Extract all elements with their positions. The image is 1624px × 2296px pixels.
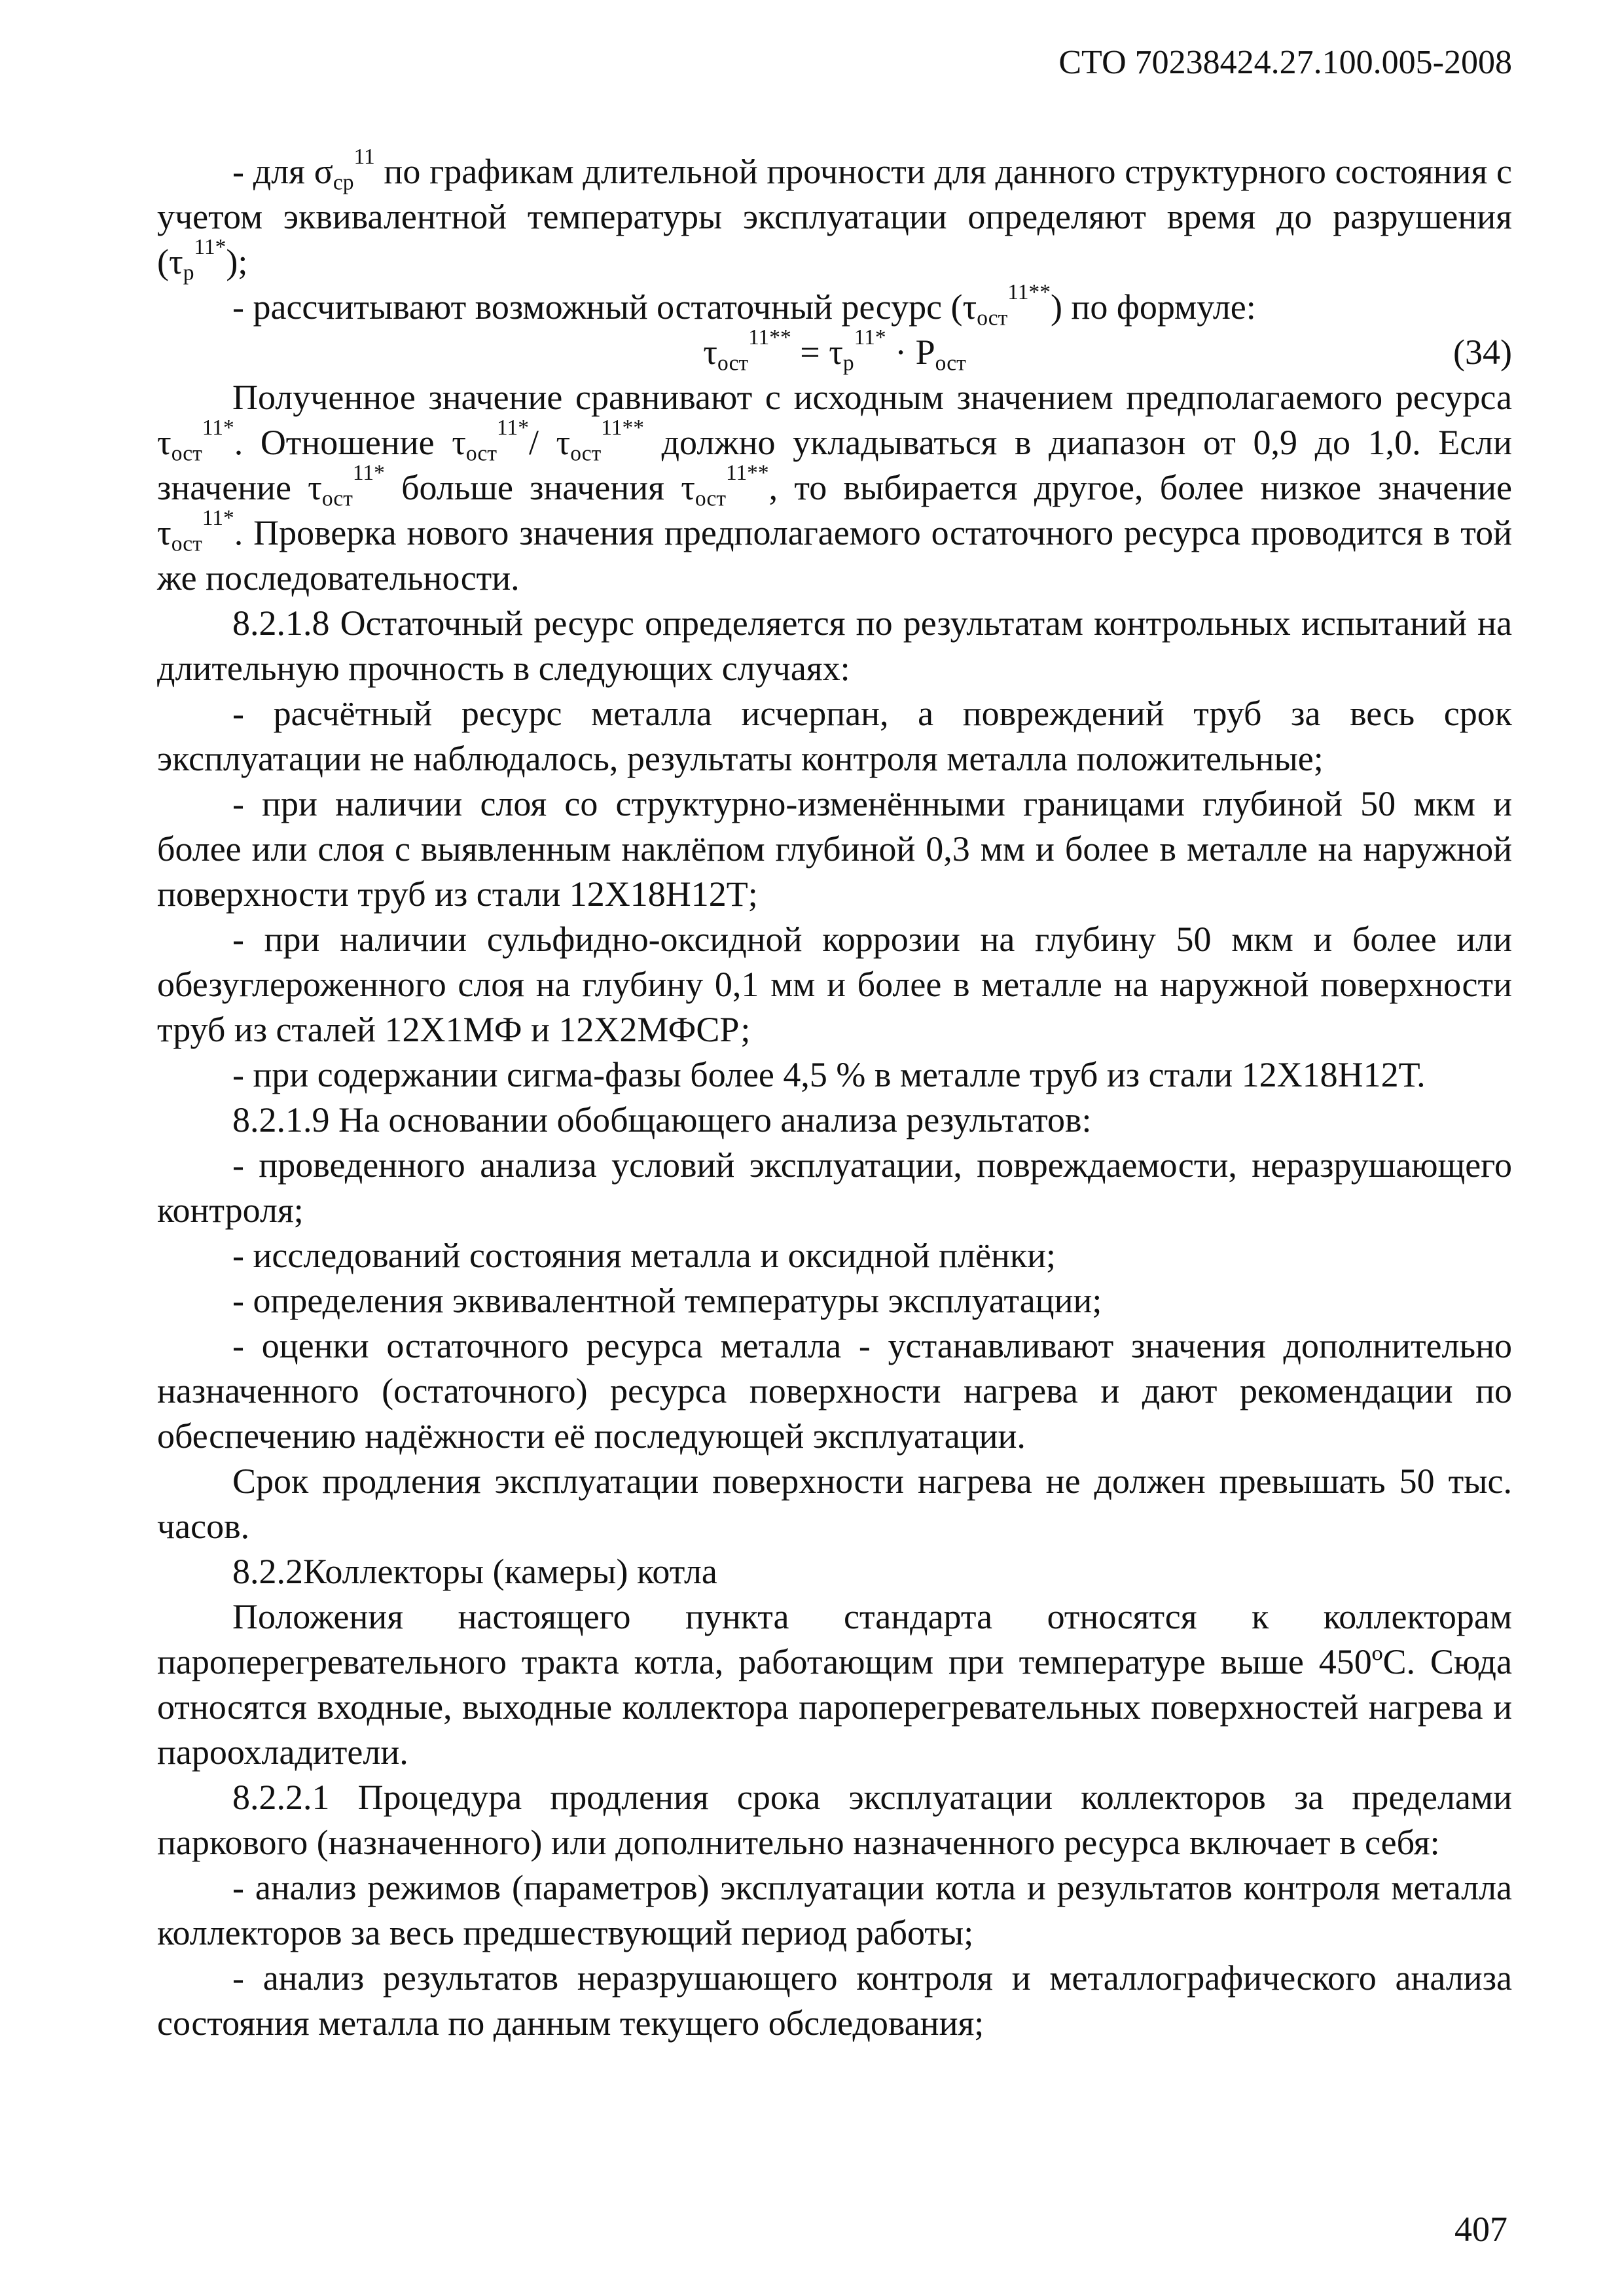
formula-expression: $\tau_{ост}^{11**} = \tau_р^{11*} \cdot Р_{ост}$ [703,325,966,376]
formula-34 [157,325,1512,376]
list-item-operating-analysis: - проведенного анализа условий эксплуатации, повреждаемости, неразрушающего контроля; [157,1145,1512,1230]
section-heading-8-2-2: 8.2.2Коллекторы (камеры) котла [232,1552,717,1591]
list-item-sulfide-corrosion: - при наличии сульфидно-оксидной коррозии на глубину 50 мкм и более или обезуглероженного слоя на глубину 0,1 мм и более в металле на наружной поверхности труб из сталей 12Х1МФ и 12Х2МФСР; [157,920,1512,1049]
list-item-residual-resource: - оценки остаточного ресурса металла - устанавливают значения дополнительно назначенного (остаточного) ресурса поверхности нагрева и дают рекомендации по обеспечению надёжности её последующей эксплуатации. [157,1326,1512,1456]
list-item-mode-analysis: - анализ режимов (параметров) эксплуатации котла и результатов контроля металла коллекторов за весь предшествующий период работы; [157,1868,1512,1952]
paragraph-8-2-1-8: 8.2.1.8 Остаточный ресурс определяется по результатам контрольных испытаний на длительную прочность в следующих случаях: [157,603,1512,688]
list-item-equivalent-temp: - определения эквивалентной температуры эксплуатации; [232,1281,1102,1320]
page-number: 407 [1454,2210,1507,2249]
document-code: СТО 70238424.27.100.005-2008 [1058,44,1512,81]
paragraph-8-2-1-9: 8.2.1.9 На основании обобщающего анализа результатов: [232,1100,1092,1139]
paragraph-8-2-2-1: 8.2.2.1 Процедура продления срока эксплуатации коллекторов за пределами паркового (назначенного) или дополнительно назначенного ресурса включает в себя: [157,1778,1512,1862]
list-item-resource-exhausted: - расчётный ресурс металла исчерпан, а повреждений труб за весь срок эксплуатации не наблюдалось, результаты контроля металла положительные; [157,694,1512,778]
list-item-metal-study: - исследований состояния металла и оксидной плёнки; [232,1236,1056,1275]
list-item-boundary-layer: - при наличии слоя со структурно-изменёнными границами глубиной 50 мкм и более или слоя с выявленным наклёпом глубиной 0,3 мм и более в металле на наружной поверхности труб из стали 12Х18Н12Т; [157,784,1512,914]
list-item-ndt-analysis: - анализ результатов неразрушающего контроля и металлографического анализа состояния металла по данным текущего обследования; [157,1958,1512,2043]
page-body [157,144,1513,2046]
paragraph-stress-time: - для $\sigma_{ср}^{11}$ по графикам длительной прочности для данного структурного состояния с учетом эквивалентной температуры эксплуатации определяют время до разрушения $(\tau_р^{11*})$; [157,144,1513,285]
paragraph-calc-resource: - рассчитывают возможный остаточный ресурс $(\tau_{ост}^{11**})$ по формуле: [232,279,1256,331]
paragraph-extension-limit: Срок продления эксплуатации поверхности нагрева не должен превышать 50 тыс. часов. [157,1462,1512,1546]
paragraph-collectors-scope: Положения настоящего пункта стандарта относятся к коллекторам пароперегревательного тракта котла, работающим при температуре выше 450ºС. Сюда относятся входные, выходные коллектора пароперегревательных поверхностей нагрева и пароохладители. [157,1597,1512,1772]
list-item-sigma-phase: - при содержании сигма-фазы более 4,5 % в металле труб из стали 12Х18Н12Т. [232,1055,1426,1094]
equation-number: (34) [1453,332,1512,372]
paragraph-comparison: Полученное значение сравнивают с исходным значением предполагаемого ресурса $\tau_{ост}^{11*}$. Отношение $\tau_{ост}^{11*}/$ $\tau_{ост}^{11**}$ должно укладываться в диапазон от 0,9 до 1,0. Если значение $\tau_{ост}^{11*}$ больше значения $\tau_{ост}^{11**}$, то выбирается другое, более низкое значение $\tau_{ост}^{11*}$. Проверка нового значения предполагаемого остаточного ресурса проводится в той же последовательности. [157,378,1513,598]
